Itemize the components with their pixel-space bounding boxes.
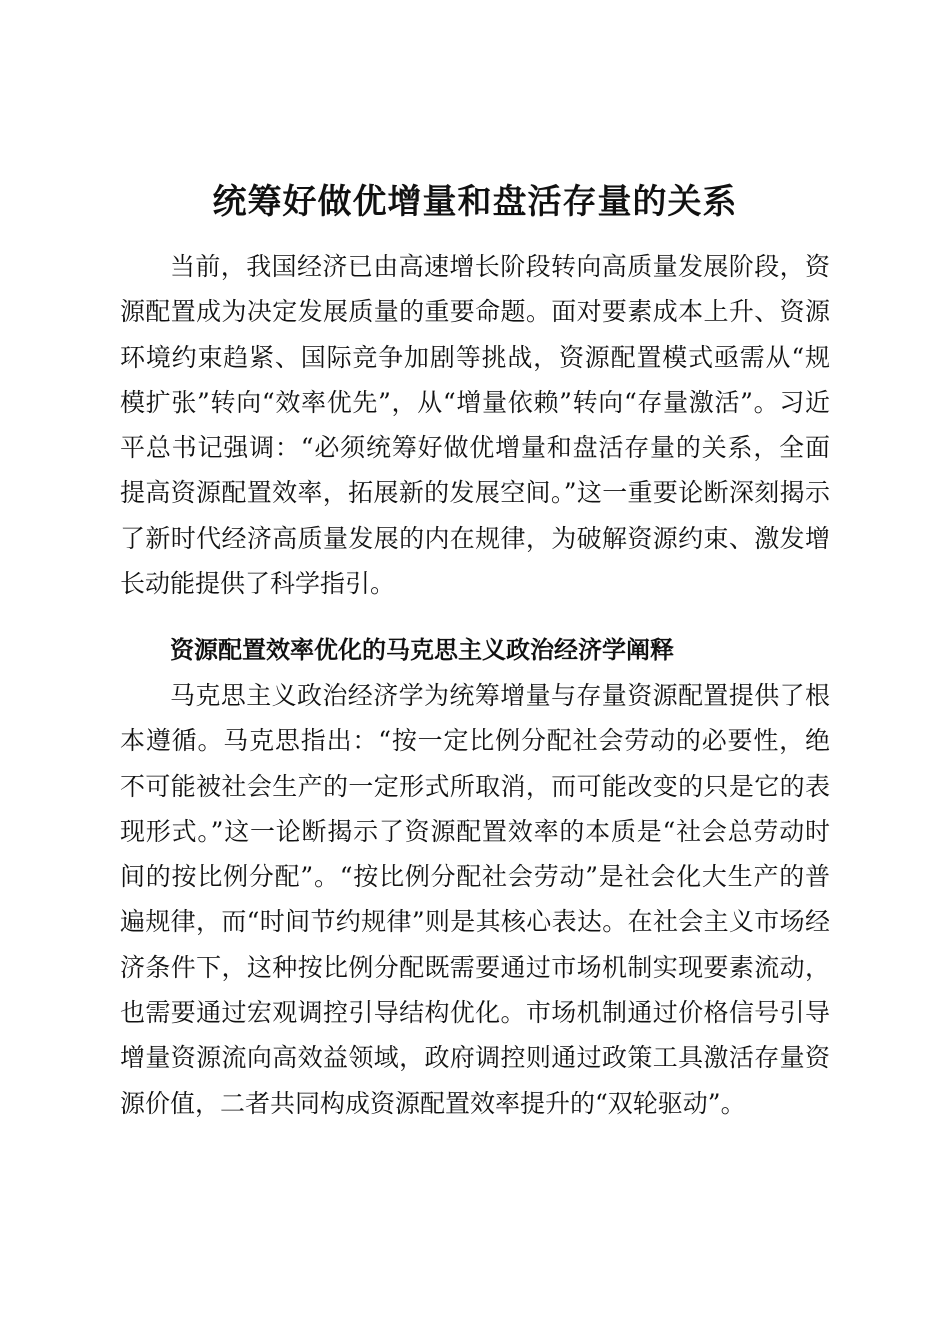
paragraph-intro: 当前，我国经济已由高速增长阶段转向高质量发展阶段，资源配置成为决定发展质量的重要命题。面对要素成本上升、资源环境约束趋紧、国际竞争加剧等挑战，资源配置模式亟需从“规模扩张”转向“效率优先”，从“增量依赖”转向“存量激活”。习近平总书记强调：“必须统筹好做优增量和盘活存量的关系，全面提高资源配置效率，拓展新的发展空间。”这一重要论断深刻揭示了新时代经济高质量发展的内在规律，为破解资源约束、激发增长动能提供了科学指引。 <box>120 252 830 599</box>
document-title: 统筹好做优增量和盘活存量的关系 <box>212 182 738 222</box>
section-heading: 资源配置效率优化的马克思主义政治经济学阐释 <box>170 636 674 664</box>
paragraph-marxist-explanation: 马克思主义政治经济学为统筹增量与存量资源配置提供了根本遵循。马克思指出：“按一定比例分配社会劳动的必要性，绝不可能被社会生产的一定形式所取消，而可能改变的只是它的表现形式。”这一论断揭示了资源配置效率的本质是“社会总劳动时间的按比例分配”。“按比例分配社会劳动”是社会化大生产的普遍规律，而“时间节约规律”则是其核心表达。在社会主义市场经济条件下，这种按比例分配既需要通过市场机制实现要素流动，也需要通过宏观调控引导结构优化。市场机制通过价格信号引导增量资源流向高效益领域，政府调控则通过政策工具激活存量资源价值，二者共同构成资源配置效率提升的“双轮驱动”。 <box>120 681 830 1118</box>
